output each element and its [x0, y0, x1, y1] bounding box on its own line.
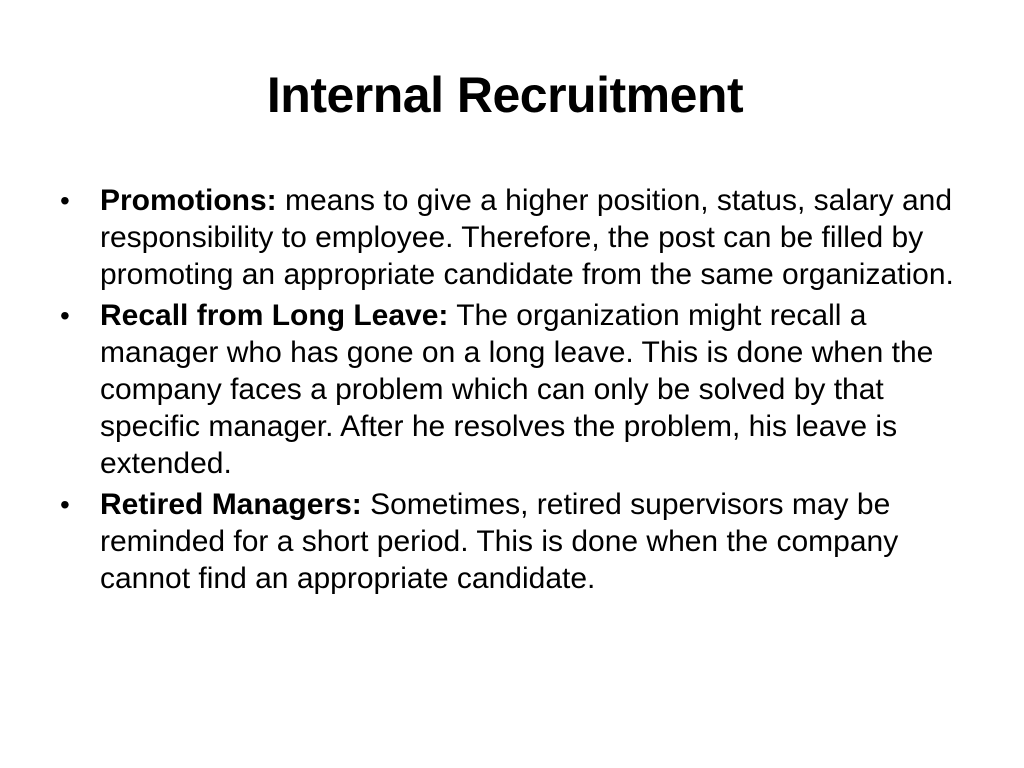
bullet-term: Retired Managers:	[100, 488, 362, 521]
bullet-item-recall	[58, 297, 978, 482]
bullet-text: The organization might recall a manager who has gone on a long leave. This is done when the company faces a problem which can only be solved by that specific manager. After he resolves the problem, his leave is extended.	[100, 299, 934, 480]
bullet-icon: •	[60, 489, 70, 520]
bullet-list	[58, 182, 978, 601]
bullet-icon: •	[60, 300, 70, 331]
bullet-term: Recall from Long Leave:	[100, 299, 449, 332]
slide-title: Internal Recruitment	[266, 67, 744, 123]
bullet-item-retired-managers	[58, 486, 978, 597]
bullet-text: means to give a higher position, status, salary and responsibility to employee. Therefore, the post can be filled by promoting an appropriate candidate from the same organization.	[100, 184, 954, 291]
bullet-icon: •	[60, 185, 70, 216]
bullet-item-promotions	[58, 182, 978, 293]
bullet-text: Sometimes, retired supervisors may be reminded for a short period. This is done when the company cannot find an appropriate candidate.	[100, 488, 899, 595]
bullet-term: Promotions:	[100, 184, 277, 217]
